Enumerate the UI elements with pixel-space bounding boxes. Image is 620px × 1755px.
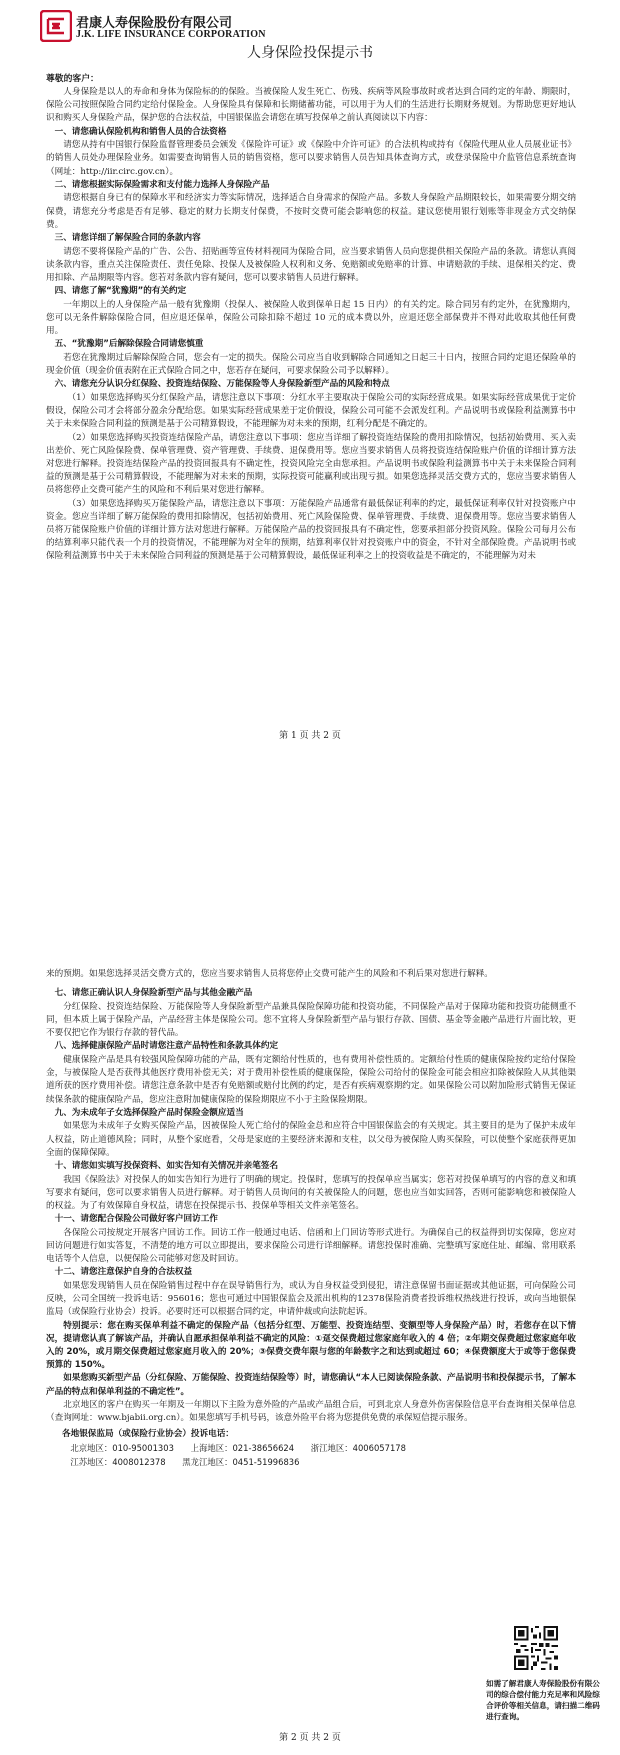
contact-phone: 北京地区：010-95001303 <box>70 1443 174 1454</box>
section-title: 一、请您确认保险机构和销售人员的合法资格 <box>54 126 227 137</box>
qr-block <box>486 1626 606 1722</box>
section-title: 三、请您详细了解保险合同的条款内容 <box>54 233 201 244</box>
page-two-content <box>46 968 576 1469</box>
section-body: （1）如果您选择购买分红保险产品，请您注意以下事项：分红水平主要取决于保险公司的实际经营成果。如果实际经营成果优于定价假设，保险公司才会将部分盈余分配给您。如果实际经营成果差于定价假设，保险公司可能不会派发红利。产品说明书或保险利益测算书中关于未来保险合同利益的预测是基于公司精算假设，不能理解为对未来的预期，红利分配是不确定的。 <box>46 393 576 430</box>
section-title: 八、选择健康保险产品时请您注意产品特性和条款具体约定 <box>54 1041 279 1052</box>
section-body: 请您根据自身已有的保障水平和经济实力等实际情况，选择适合自身需求的保险产品。多数人身保险产品期限较长，如果需要分期交纳保费，请您充分考虑是否有足够、稳定的财力长期支付保费，不按时交费可能会影响您的权益。建议您使用银行划账等非现金方式交纳保费。 <box>46 193 576 230</box>
contacts-row <box>62 1441 576 1455</box>
salutation: 尊敬的客户： <box>46 74 99 84</box>
company-logo-icon <box>40 10 72 42</box>
section-body: 如果您发现销售人员在保险销售过程中存在误导销售行为，或认为自身权益受到侵犯，请注意保留书面证据或其他证据，可向保险公司反映，公司全国统一投诉电话：956016；您也可通过中国银保监会及派出机构的12378保险消费者投诉维权热线进行投诉，或向当地银保监局（或保险行业协会）投诉。必要时还可以根据合同约定，申请仲裁或向法院起诉。 <box>46 1281 576 1318</box>
qr-caption: 如需了解君康人寿保险股份有限公司的综合偿付能力充足率和风险综合评价等相关信息，请扫描二维码进行查询。 <box>486 1679 600 1721</box>
company-name-en: J.K. LIFE INSURANCE CORPORATION <box>76 29 266 40</box>
qr-code-icon[interactable] <box>514 1626 558 1670</box>
section-body: 一年期以上的人身保险产品一般有犹豫期（投保人、被保险人收到保单日起 15 日内）的有关约定。除合同另有约定外，在犹豫期内，您可以无条件解除保险合同，但应退还保单，保险公司除扣除不超过 10 元的成本费以外，应退还您全部保费并不得对此收取其他任何费用。 <box>46 299 576 337</box>
section-title: 十一、请您配合保险公司做好客户回访工作 <box>54 1214 218 1225</box>
section-body: 健康保险产品是具有较强风险保障功能的产品，既有定额给付性质的，也有费用补偿性质的。定额给付性质的健康保险按约定给付保险金，与被保险人是否获得其他医疗费用补偿无关；对于费用补偿性质的健康保险，保险公司给付的保险金可能会相应扣除被保险人从其他渠道所获的医疗费用补偿。请您注意条款中是否有免赔额或赔付比例的约定，是否有疾病观察期约定。如果保险公司以附加险形式销售无保证续保条款的健康保险产品，您应注意附加健康保险的保险期限应不小于主险保险期限。 <box>46 1055 576 1105</box>
section-body: （2）如果您选择购买投资连结保险产品，请您注意以下事项：您应当详细了解投资连结保险的费用扣除情况，包括初始费用、买入卖出差价、死亡风险保险费、保单管理费、资产管理费、手续费、退保费用等。您应当要求销售人员将投资连结保险账户价值的详细计算方法对您进行解释。投资连结保险产品的投资回报具有不确定性，投资风险完全由您承担。产品说明书或保险利益测算书中关于未来保险合同利益的预测是基于公司精算假设，不能理解为对未来的预期，实际投资可能赢利或出现亏损。如果您选择灵活交费方式的，您应当要求销售人员将您停止交费可能产生的风险和不利后果对您进行解释。 <box>46 432 576 496</box>
document-title: 人身保险投保提示书 <box>247 45 373 61</box>
contacts-row <box>62 1455 576 1469</box>
section-title: 七、请您正确认识人身保险新型产品与其他金融产品 <box>54 988 253 999</box>
section-title: 四、请您了解“犹豫期”的有关约定 <box>54 286 187 297</box>
page-number: 第 2 页 共 2 页 <box>279 1733 341 1743</box>
section-body-continued: 来的预期。如果您选择灵活交费方式的，您应当要求销售人员将您停止交费可能产生的风险和不利后果对您进行解释。 <box>46 969 493 979</box>
beijing-notice: 北京地区的客户在购买一年期及一年期以下主险为意外险的产品或产品组合后，可到北京人身意外伤害保险信息平台查询相关保单信息（查询网址：www.bjabii.org.cn）。如果您填写手机号码，该意外险平台将为您提供免费的承保短信提示服务。 <box>46 1399 576 1424</box>
section-body: 我国《保险法》对投保人的如实告知行为进行了明确的规定。投保时，您填写的投保单应当属实；您若对投保单填写的内容的意义和填写要求有疑问，您可以要求销售人员进行解释。对于销售人员询问的有关被保险人的问题，您也应当如实回答，否则可能影响您和被保险人的权益。为了有效保障自身权益，请您在投保提示书、投保单等相关文件亲笔签名。 <box>46 1174 576 1212</box>
complaint-contacts <box>46 1427 576 1469</box>
contacts-heading: 各地银保监局（或保险行业协会）投诉电话： <box>62 1429 234 1440</box>
contact-phone: 浙江地区：4006057178 <box>310 1443 406 1454</box>
contact-phone: 上海地区：021-38656624 <box>190 1443 295 1454</box>
section-title: 五、“犹豫期”后解除保险合同请您慎重 <box>54 339 204 350</box>
section-title: 九、为未成年子女选择保险产品时保险金额应适当 <box>54 1107 244 1118</box>
section-body: 请您不要将保险产品的广告、公告、招贴画等宣传材料视同为保险合同，应当要求销售人员向您提供相关保险产品的条款。请您认真阅读条款内容，重点关注保险责任、责任免除、投保人及被保险人权利和义务、免赔额或免赔率的计算、申请赔款的手续、退保相关约定、费用扣除、产品期限等内容。您若对条款内容有疑问，您可以要求销售人员进行解释。 <box>46 246 576 284</box>
section-title: 六、请您充分认识分红保险、投资连结保险、万能保险等人身保险新型产品的风险和特点 <box>54 379 390 390</box>
page-two <box>0 960 620 1755</box>
contact-phone: 江苏地区：4008012378 <box>70 1457 166 1468</box>
section-body: 分红保险、投资连结保险、万能保险等人身保险新型产品兼具保险保障功能和投资功能，不同保险产品对于保障功能和投资功能侧重不同，但本质上属于保险产品，产品经营主体是保险公司。您不宜将人身保险新型产品与银行存款、国债、基金等金融产品进行片面比较，更不要仅把它作为银行存款的替代品。 <box>46 1001 576 1039</box>
section-body: （3）如果您选择购买万能保险产品，请您注意以下事项：万能保险产品通常有最低保证利率的约定，最低保证利率仅针对投资账户中资金。您应当详细了解万能保险的费用扣除情况，包括初始费用、死亡风险保险费、保单管理费、手续费、退保费用等。您应当要求销售人员将万能保险账户价值的详细计算方法对您进行解释。万能保险产品的投资回报具有不确定性，您要承担部分投资风险。保险公司每月公布的结算利率只能代表一个月的投资情况，不能理解为对全年的预期，结算利率仅针对投资账户中的资金，不针对全部保险费。产品说明书或保险利益测算书中关于未来保险合同利益的预测是基于公司精算假设，最低保证利率之上的投资收益是不确定的，不能理解为对未 <box>46 498 576 562</box>
company-name-cn: 君康人寿保险股份有限公司 <box>76 16 233 31</box>
section-title: 十二、请您注意保护自身的合法权益 <box>54 1267 193 1278</box>
section-body: 如果您为未成年子女购买保险产品，因被保险人死亡给付的保险金总和应符合中国银保监会的有关规定。其主要目的是为了保护未成年人权益，防止道德风险；同时，从整个家庭看，父母是家庭的主要经济来源和支柱，以父母为被保险人购买保险，可以使整个家庭获得更加全面的保障保障。 <box>46 1121 576 1158</box>
special-notice-new-products: 如果您购买新型产品（分红保险、万能保险、投资连结保险等）时，请您确认“本人已阅读保险条款、产品说明书和投保提示书，了解本产品的特点和保单利益的不确定性”。 <box>46 1373 576 1397</box>
section-body: 若您在犹豫期过后解除保险合同，您会有一定的损失。保险公司应当自收到解除合同通知之日起三十日内，按照合同约定退还保险单的现金价值（现金价值表附在正式保险合同之中，您若存在疑问，可要求保险公司予以解释）。 <box>46 353 576 377</box>
section-body: 请您从持有中国银行保险监督管理委员会颁发《保险许可证》或《保险中介许可证》的合法机构或持有《保险代理从业人员展业证书》的销售人员处办理保险业务。如需要查询销售人员的销售资格，您可以要求销售人员告知具体查询方式，或登录保险中介监管信息系统查询（网址：http://iir.circ.gov.cn）。 <box>46 140 576 177</box>
contact-phone: 黑龙江地区：0451-51996836 <box>182 1457 300 1468</box>
special-notice: 特别提示：您在购买保单利益不确定的保险产品（包括分红型、万能型、投资连结型、变额型等人身保险产品）时，若您存在以下情况，提请您认真了解该产品，并确认自愿承担保单利益不确定的风险：①趸交保费超过您家庭年收入的 4 倍；②年期交保费超过您家庭年收入的 20%，或月期交保费超过您家庭月收入的 20%；③保费交费年限与您的年龄数字之和达到或超过 60；④保费额度大于或等于您保费预算的 150%。 <box>46 1320 576 1371</box>
page-number: 第 1 页 共 2 页 <box>279 731 341 741</box>
page-one-content <box>46 72 576 564</box>
section-body: 各保险公司按规定开展客户回访工作。回访工作一般通过电话、信函和上门回访等形式进行。为确保自己的权益得到切实保障，您应对回访问题进行如实答复，不清楚的地方可以立即提出，要求保险公司进行详细解释。请您投保时准确、完整填写家庭住址、邮编、常用联系电话等个人信息，以便保险公司能够对您及时回访。 <box>46 1227 576 1265</box>
section-title: 二、请您根据实际保险需求和支付能力选择人身保险产品 <box>54 179 270 190</box>
intro-paragraph: 人身保险是以人的寿命和身体为保险标的的保险。当被保险人发生死亡、伤残、疾病等风险事故时或者达到合同约定的年龄、期限时，保险公司按照保险合同约定给付保险金。人身保险具有保障和长期储蓄功能，可以用于为人们的生活进行长期财务规划。为帮助您更好地认识和购买人身保险产品，保护您的合法权益，中国银保监会请您在填写投保单之前认真阅读以下内容： <box>46 87 576 124</box>
section-title: 十、请您如实填写投保资料、如实告知有关情况并亲笔签名 <box>54 1161 279 1172</box>
